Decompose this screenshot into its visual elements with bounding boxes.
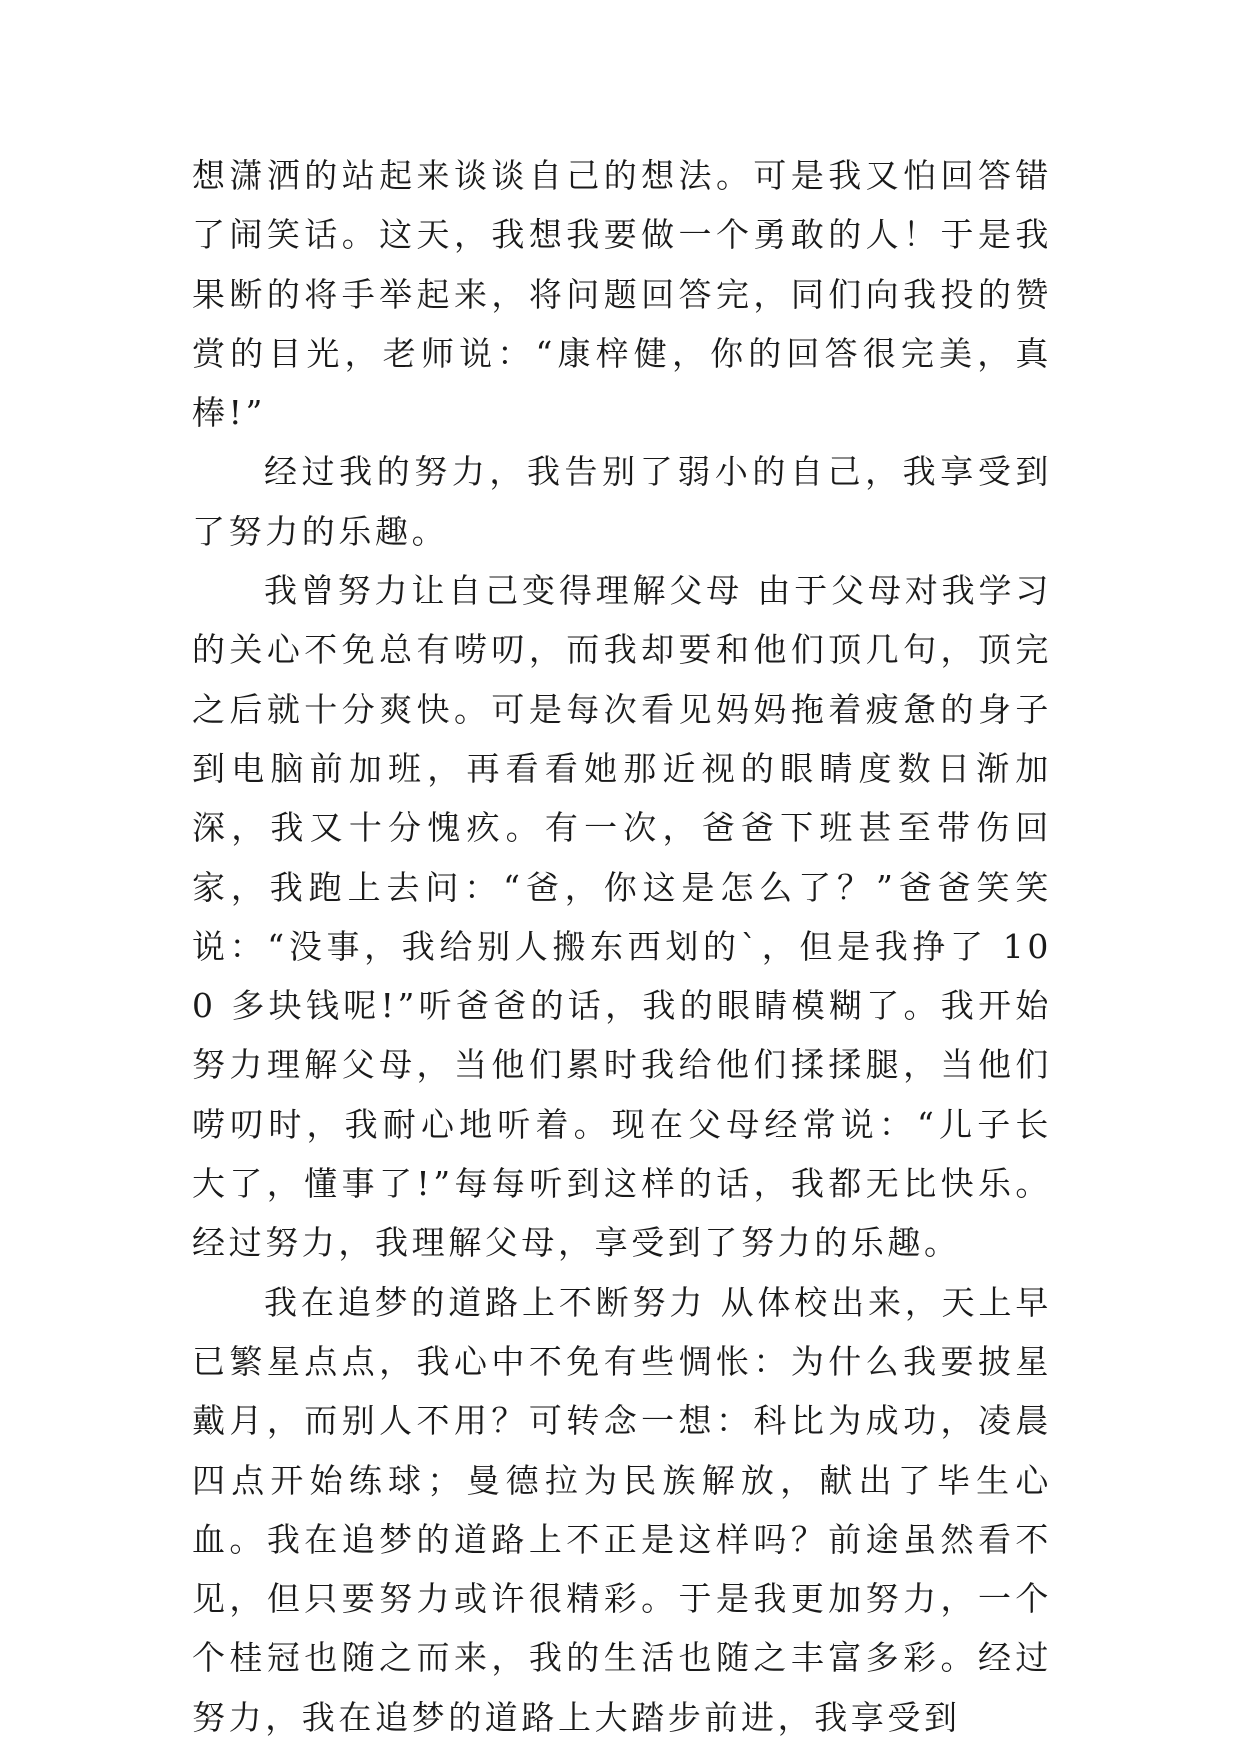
paragraph-2: 经过我的努力，我告别了弱小的自己，我享受到了努力的乐趣。 xyxy=(192,452,1052,551)
document-body xyxy=(192,146,1052,1747)
paragraph-1: 想潇洒的站起来谈谈自己的想法。可是我又怕回答错了闹笑话。这天，我想我要做一个勇敢的人！于是我果断的将手举起来，将问题回答完，同们向我投的赞赏的目光，老师说：“康梓健，你的回答很完美，真棒!” xyxy=(192,156,1052,433)
paragraph-3: 我曾努力让自己变得理解父母 由于父母对我学习的关心不免总有唠叨，而我却要和他们顶几句，顶完之后就十分爽快。可是每次看见妈妈拖着疲惫的身子到电脑前加班，再看看她那近视的眼睛度数日渐加深，我又十分愧疚。有一次，爸爸下班甚至带伤回家，我跑上去问：“爸，你这是怎么了？”爸爸笑笑说：“没事，我给别人搬东西划的`，但是我挣了 100 多块钱呢!”听爸爸的话，我的眼睛模糊了。我开始努力理解父母，当他们累时我给他们揉揉腿，当他们唠叨时，我耐心地听着。现在父母经常说：“儿子长大了，懂事了!”每每听到这样的话，我都无比快乐。经过努力，我理解父母，享受到了努力的乐趣。 xyxy=(192,571,1052,1263)
paragraph-4: 我在追梦的道路上不断努力 从体校出来，天上早已繁星点点，我心中不免有些惆怅：为什么我要披星戴月，而别人不用？可转念一想：科比为成功，凌晨四点开始练球；曼德拉为民族解放，献出了毕生心血。我在追梦的道路上不正是这样吗？前途虽然看不见，但只要努力或许很精彩。于是我更加努力，一个个桂冠也随之而来，我的生活也随之丰富多彩。经过努力，我在追梦的道路上大踏步前进，我享受到 xyxy=(192,1282,1052,1737)
